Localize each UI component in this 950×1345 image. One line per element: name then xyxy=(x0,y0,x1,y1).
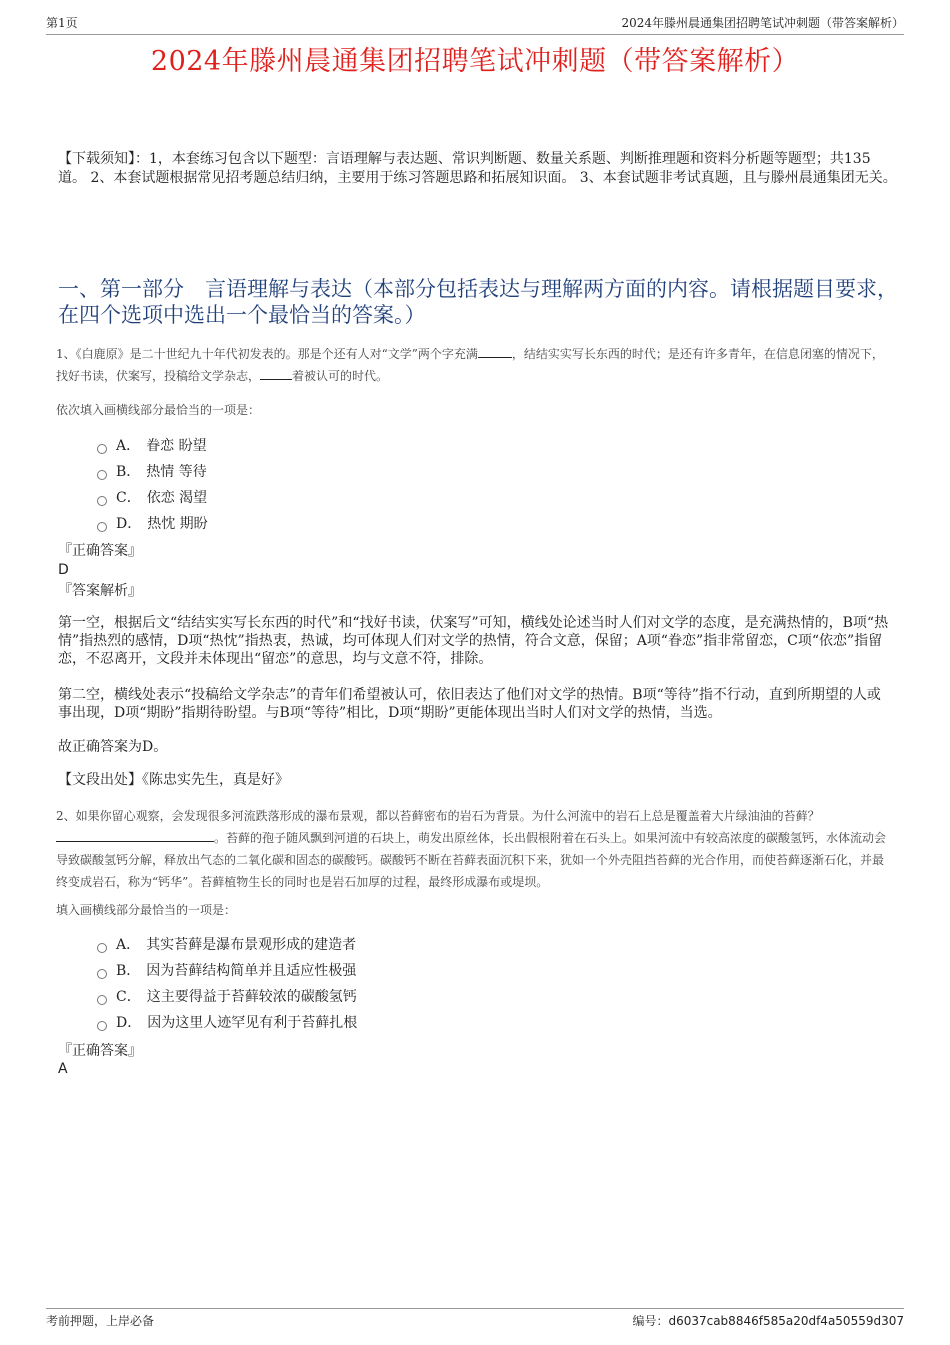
radio-icon[interactable] xyxy=(97,496,107,506)
question-1-text: 1、《白鹿原》是二十世纪九十年代初发表的。那是个还有人对“文学”两个字充满 ，结结实实写长东西的时代；是还有许多青年，在信息闭塞的情况下，找好书读，伏案写，投稿给文学杂志， 着被认可的时代。 xyxy=(56,347,884,383)
question-1-option-c[interactable]: C． 依恋 渴望 xyxy=(96,485,208,511)
question-1-blank-2 xyxy=(260,379,292,380)
question-1-answer-label: 『正确答案』 xyxy=(58,543,142,559)
question-1-source: 【文段出处】《陈忠实先生，真是好》 xyxy=(58,772,289,788)
radio-icon[interactable] xyxy=(97,995,107,1005)
document-title: 2024年滕州晨通集团招聘笔试冲刺题（带答案解析） xyxy=(150,46,800,77)
page-header xyxy=(46,14,904,35)
radio-icon[interactable] xyxy=(97,1021,107,1031)
radio-icon[interactable] xyxy=(97,444,107,454)
question-1-blank-1 xyxy=(478,357,512,358)
question-1-answer: D xyxy=(58,562,69,578)
question-2-option-c[interactable]: C． 这主要得益于苔藓较浓的碳酸氢钙 xyxy=(96,984,357,1010)
radio-icon[interactable] xyxy=(97,943,107,953)
question-1-analysis-paragraph: 第一空，根据后文“结结实实写长东西的时代”和“找好书读，伏案写”可知，横线处论述当时人们对文学的态度，是充满热情的，B项“热情”指热烈的感情，D项“热忱”指热衷，热诚，均可体现人们对文学的热情，符合文意，保留；A项“眷恋”指非常留恋，C项“依恋”指留恋，不忍离开，文段并未体现出“留恋”的意思，均与文意不符，排除。 xyxy=(58,615,889,667)
question-1-option-b[interactable]: B． 热情 等待 xyxy=(96,459,208,485)
footer-slogan: 考前押题，上岸必备 xyxy=(46,1314,155,1328)
footer-code: 编号：d6037cab8846f585a20df4a50559d307 xyxy=(632,1314,904,1328)
question-2-option-b[interactable]: B． 因为苔藓结构简单并且适应性极强 xyxy=(96,958,357,984)
radio-icon[interactable] xyxy=(97,969,107,979)
question-1-option-a[interactable]: A． 眷恋 盼望 xyxy=(96,433,208,459)
question-1-analysis-label: 『答案解析』 xyxy=(58,583,142,599)
download-notice: 【下载须知】：1，本套练习包含以下题型：言语理解与表达题、常识判断题、数量关系题、判断推理题和资料分析题等题型；共135道。 2、本套试题根据常见招考题总结归纳，主要用于练习答题思路和拓展知识面。 3、本套试题非考试真题，且与滕州晨通集团无关。 xyxy=(58,151,897,186)
question-2-blank xyxy=(56,841,214,842)
question-2-option-d[interactable]: D． 因为这里人迹罕见有利于苔藓扎根 xyxy=(96,1010,357,1036)
question-2-answer-label: 『正确答案』 xyxy=(58,1043,142,1059)
question-2-text: 2、如果你留心观察，会发现很多河流跌落形成的瀑布景观，都以苔藓密布的岩石为背景。为什么河流中的岩石上总是覆盖着大片绿油油的苔藓？。苔藓的孢子随风飘到河道的石块上，萌发出原丝体，长出假根附着在石头上。如果河流中有较高浓度的碳酸氢钙，水体流动会导致碳酸氢钙分解，释放出气态的二氧化碳和固态的碳酸钙。碳酸钙不断在苔藓表面沉积下来，犹如一个外壳阻挡苔藓的光合作用，而使苔藓逐渐石化，并最终变成岩石，称为“钙华”。苔藓植物生长的同时也是岩石加厚的过程，最终形成瀑布或堤坝。 xyxy=(56,809,887,889)
question-2-options xyxy=(96,932,357,1036)
question-1-analysis-paragraph: 第二空，横线处表示“投稿给文学杂志”的青年们希望被认可，依旧表达了他们对文学的热情。B项“等待”指不行动，直到所期望的人或事出现，D项“期盼”指期待盼望。与B项“等待”相比，D项“期盼”更能体现出当时人们对文学的热情，当选。 xyxy=(58,687,881,721)
question-2-option-a[interactable]: A． 其实苔藓是瀑布景观形成的建造者 xyxy=(96,932,357,958)
question-1-option-d[interactable]: D． 热忱 期盼 xyxy=(96,511,208,537)
radio-icon[interactable] xyxy=(97,470,107,480)
header-doc-title: 2024年滕州晨通集团招聘笔试冲刺题（带答案解析） xyxy=(621,16,904,30)
page-number: 第1页 xyxy=(46,16,78,30)
page-footer xyxy=(46,1308,904,1330)
question-1-options xyxy=(96,433,208,537)
question-2-answer: A xyxy=(58,1061,68,1077)
section-heading: 一、第一部分 言语理解与表达（本部分包括表达与理解两方面的内容。请根据题目要求，在四个选项中选出一个最恰当的答案。） xyxy=(58,277,898,327)
question-1-conclusion: 故正确答案为D。 xyxy=(58,739,168,755)
question-1-prompt: 依次填入画横线部分最恰当的一项是： xyxy=(56,403,261,417)
question-2-prompt: 填入画横线部分最恰当的一项是： xyxy=(56,903,237,917)
radio-icon[interactable] xyxy=(97,522,107,532)
